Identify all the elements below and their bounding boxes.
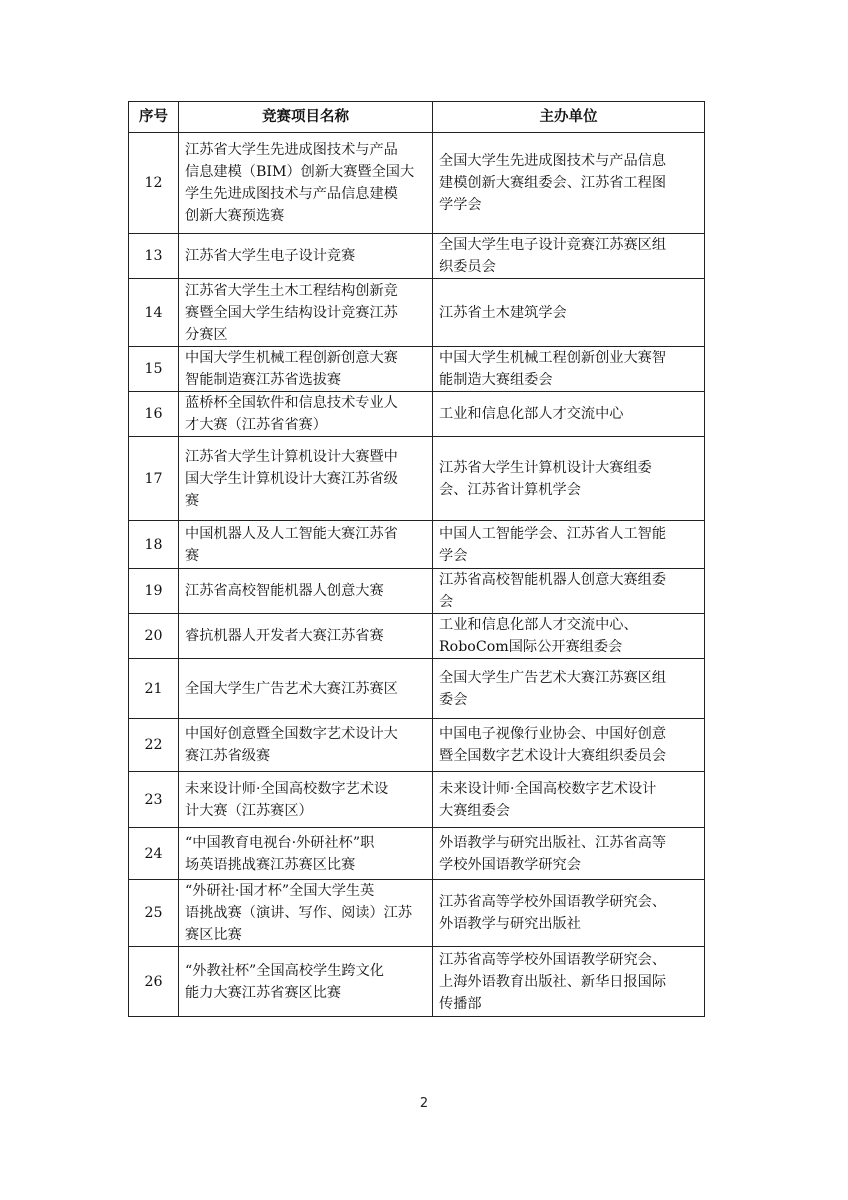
competition-name: 睿抗机器人开发者大赛江苏省赛	[179, 614, 433, 659]
organizer-name: 全国大学生先进成图技术与产品信息 建模创新大赛组委会、江苏省工程图 学学会	[433, 133, 705, 234]
page-number: 2	[419, 1096, 429, 1111]
table-row	[129, 659, 705, 719]
competition-name: 全国大学生广告艺术大赛江苏赛区	[179, 659, 433, 719]
competition-name: “中国教育电视台·外研社杯”职 场英语挑战赛江苏赛区比赛	[179, 828, 433, 880]
row-index: 13	[129, 234, 179, 279]
table-row	[129, 437, 705, 521]
header-index: 序号	[129, 102, 179, 133]
table-row	[129, 234, 705, 279]
header-competition-name: 竞赛项目名称	[179, 102, 433, 133]
row-index: 18	[129, 521, 179, 569]
organizer-name: 外语教学与研究出版社、江苏省高等 学校外国语教学研究会	[433, 828, 705, 880]
table-row	[129, 828, 705, 880]
table-row	[129, 279, 705, 347]
organizer-name: 全国大学生电子设计竞赛江苏赛区组 织委员会	[433, 234, 705, 279]
competition-name: 江苏省高校智能机器人创意大赛	[179, 569, 433, 614]
table-body	[129, 133, 705, 1017]
competition-name: 蓝桥杯全国软件和信息技术专业人 才大赛（江苏省省赛）	[179, 392, 433, 437]
row-index: 23	[129, 772, 179, 828]
table-row	[129, 392, 705, 437]
row-index: 20	[129, 614, 179, 659]
row-index: 16	[129, 392, 179, 437]
competition-name: 江苏省大学生土木工程结构创新竞 赛暨全国大学生结构设计竞赛江苏 分赛区	[179, 279, 433, 347]
row-index: 12	[129, 133, 179, 234]
table-row	[129, 947, 705, 1017]
row-index: 26	[129, 947, 179, 1017]
competition-name: 中国机器人及人工智能大赛江苏省 赛	[179, 521, 433, 569]
organizer-name: 中国大学生机械工程创新创业大赛智 能制造大赛组委会	[433, 347, 705, 392]
organizer-name: 工业和信息化部人才交流中心、 RoboCom国际公开赛组委会	[433, 614, 705, 659]
organizer-name: 中国人工智能学会、江苏省人工智能 学会	[433, 521, 705, 569]
header-organizer: 主办单位	[433, 102, 705, 133]
table-row	[129, 772, 705, 828]
organizer-name: 未来设计师·全国高校数字艺术设计 大赛组委会	[433, 772, 705, 828]
row-index: 17	[129, 437, 179, 521]
table-row	[129, 880, 705, 947]
table-row	[129, 133, 705, 234]
organizer-name: 江苏省土木建筑学会	[433, 279, 705, 347]
competition-name: 江苏省大学生计算机设计大赛暨中 国大学生计算机设计大赛江苏省级 赛	[179, 437, 433, 521]
table-header-row	[129, 102, 705, 133]
table-row	[129, 614, 705, 659]
organizer-name: 全国大学生广告艺术大赛江苏赛区组 委会	[433, 659, 705, 719]
organizer-name: 江苏省大学生计算机设计大赛组委 会、江苏省计算机学会	[433, 437, 705, 521]
competition-name: 中国好创意暨全国数字艺术设计大 赛江苏省级赛	[179, 719, 433, 772]
organizer-name: 中国电子视像行业协会、中国好创意 暨全国数字艺术设计大赛组织委员会	[433, 719, 705, 772]
row-index: 24	[129, 828, 179, 880]
table-row	[129, 521, 705, 569]
table-row	[129, 719, 705, 772]
organizer-name: 江苏省高等学校外国语教学研究会、 上海外语教育出版社、新华日报国际 传播部	[433, 947, 705, 1017]
row-index: 19	[129, 569, 179, 614]
row-index: 22	[129, 719, 179, 772]
row-index: 15	[129, 347, 179, 392]
organizer-name: 工业和信息化部人才交流中心	[433, 392, 705, 437]
competition-name: 江苏省大学生先进成图技术与产品 信息建模（BIM）创新大赛暨全国大 学生先进成图技术与产品信息建模 创新大赛预选赛	[179, 133, 433, 234]
competition-name: “外研社·国才杯”全国大学生英 语挑战赛（演讲、写作、阅读）江苏 赛区比赛	[179, 880, 433, 947]
competition-name: “外教社杯”全国高校学生跨文化 能力大赛江苏省赛区比赛	[179, 947, 433, 1017]
organizer-name: 江苏省高校智能机器人创意大赛组委 会	[433, 569, 705, 614]
row-index: 14	[129, 279, 179, 347]
competition-name: 江苏省大学生电子设计竞赛	[179, 234, 433, 279]
organizer-name: 江苏省高等学校外国语教学研究会、 外语教学与研究出版社	[433, 880, 705, 947]
competition-name: 未来设计师·全国高校数字艺术设 计大赛（江苏赛区）	[179, 772, 433, 828]
competition-name: 中国大学生机械工程创新创意大赛 智能制造赛江苏省选拔赛	[179, 347, 433, 392]
row-index: 21	[129, 659, 179, 719]
competition-table	[128, 101, 705, 1017]
table-row	[129, 569, 705, 614]
row-index: 25	[129, 880, 179, 947]
table-row	[129, 347, 705, 392]
